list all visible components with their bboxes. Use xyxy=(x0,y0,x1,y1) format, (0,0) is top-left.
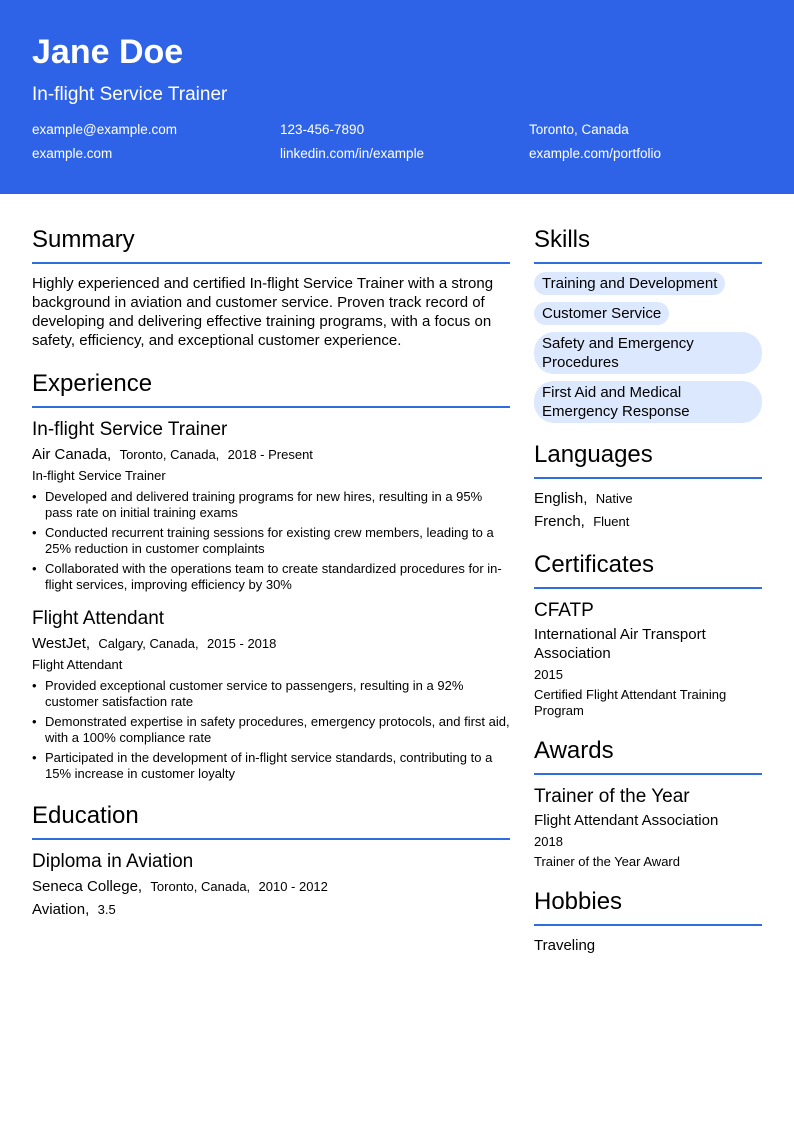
certificate-name: CFATP xyxy=(534,600,594,621)
degree-title: Diploma in Aviation xyxy=(32,851,194,872)
website-link[interactable]: example.com xyxy=(32,146,113,161)
job-dates: 2018 - Present xyxy=(227,447,313,462)
hobby-item: Traveling xyxy=(534,937,596,954)
skill-pill: First Aid and Medical Emergency Response xyxy=(534,381,762,423)
experience-section xyxy=(32,368,510,782)
certificate-issuer: International Air Transport Association xyxy=(534,626,706,662)
contact-grid xyxy=(32,121,762,163)
certificate-entry xyxy=(534,599,762,719)
job-bullet: • Conducted recurrent training sessions for existing crew members, leading to a 25% reduction in customer complaints xyxy=(32,525,510,557)
job-bullet: • Provided exceptional customer service to passengers, resulting in a 92% customer satisfaction rate xyxy=(32,678,510,710)
job-meta xyxy=(32,633,510,654)
location-text: Toronto, Canada xyxy=(529,122,629,137)
language-level: Native xyxy=(595,491,633,506)
skills-list xyxy=(534,272,762,423)
awards-heading: Awards xyxy=(534,735,762,775)
job-bullet: • Participated in the development of in-flight service standards, contributing to a 15% increase in customer loyalty xyxy=(32,750,510,782)
job-dates: 2015 - 2018 xyxy=(206,636,277,651)
summary-text: Highly experienced and certified In-flight Service Trainer with a strong background in aviation and customer service. Proven track record of developing and delivering effective training programs, with a focus on safety, efficiency, and exceptional customer experience. xyxy=(32,275,494,349)
award-issuer: Flight Attendant Association xyxy=(534,812,719,829)
skills-heading: Skills xyxy=(534,224,762,264)
education-field: Aviation, xyxy=(32,901,90,918)
languages-section xyxy=(534,439,762,533)
hobbies-section xyxy=(534,886,762,955)
language-name: English, xyxy=(534,490,588,507)
summary-section xyxy=(32,224,510,350)
resume-header xyxy=(0,0,794,194)
certificate-year: 2015 xyxy=(534,667,563,682)
languages-list xyxy=(534,487,762,533)
language-name: French, xyxy=(534,513,585,530)
education-gpa: 3.5 xyxy=(97,902,116,917)
job-bullet: • Collaborated with the operations team to create standardized procedures for in-flight services, improving efficiency by 30% xyxy=(32,561,510,593)
job-bullets xyxy=(32,489,510,593)
phone-number[interactable]: 123-456-7890 xyxy=(280,122,365,137)
certificates-section xyxy=(534,549,762,719)
job-company: Air Canada, xyxy=(32,446,112,463)
award-name: Trainer of the Year xyxy=(534,786,690,807)
right-column xyxy=(534,224,762,955)
summary-heading: Summary xyxy=(32,224,510,264)
job-entry xyxy=(32,607,510,782)
skill-pill: Safety and Emergency Procedures xyxy=(534,332,762,374)
award-entry xyxy=(534,785,762,870)
education-field-row xyxy=(32,899,510,920)
education-section xyxy=(32,800,510,920)
languages-heading: Languages xyxy=(534,439,762,479)
hobbies-heading: Hobbies xyxy=(534,886,762,926)
resume-body xyxy=(0,224,794,955)
awards-section xyxy=(534,735,762,870)
school-location: Toronto, Canada, xyxy=(150,879,251,894)
education-heading: Education xyxy=(32,800,510,840)
education-dates: 2010 - 2012 xyxy=(258,879,328,894)
skills-section xyxy=(534,224,762,423)
skill-pill: Customer Service xyxy=(534,302,669,325)
candidate-title: In-flight Service Trainer xyxy=(32,84,228,105)
left-column xyxy=(32,224,510,955)
language-level: Fluent xyxy=(593,514,630,529)
job-role: Flight Attendant xyxy=(32,657,123,672)
job-entry xyxy=(32,418,510,593)
candidate-name: Jane Doe xyxy=(32,33,184,71)
hobbies-list xyxy=(534,936,762,955)
job-location: Calgary, Canada, xyxy=(98,636,199,651)
job-company: WestJet, xyxy=(32,635,91,652)
job-title: Flight Attendant xyxy=(32,608,165,629)
language-row xyxy=(534,510,762,533)
skill-pill: Training and Development xyxy=(534,272,725,295)
certificate-description: Certified Flight Attendant Training Program xyxy=(534,687,727,718)
experience-heading: Experience xyxy=(32,368,510,408)
job-bullet: • Demonstrated expertise in safety procedures, emergency protocols, and first aid, with a 100% compliance rate xyxy=(32,714,510,746)
job-bullet: • Developed and delivered training programs for new hires, resulting in a 95% pass rate on initial training exams xyxy=(32,489,510,521)
language-row xyxy=(534,487,762,510)
linkedin-link[interactable]: linkedin.com/in/example xyxy=(280,146,425,161)
email-link[interactable]: example@example.com xyxy=(32,122,178,137)
job-location: Toronto, Canada, xyxy=(119,447,220,462)
education-meta xyxy=(32,876,510,897)
portfolio-link[interactable]: example.com/portfolio xyxy=(529,146,662,161)
job-meta xyxy=(32,444,510,465)
job-role: In-flight Service Trainer xyxy=(32,468,166,483)
job-title: In-flight Service Trainer xyxy=(32,419,228,440)
award-year: 2018 xyxy=(534,834,563,849)
job-bullets xyxy=(32,678,510,782)
certificates-heading: Certificates xyxy=(534,549,762,589)
education-entry xyxy=(32,850,510,920)
award-description: Trainer of the Year Award xyxy=(534,854,680,869)
school-name: Seneca College, xyxy=(32,878,143,895)
